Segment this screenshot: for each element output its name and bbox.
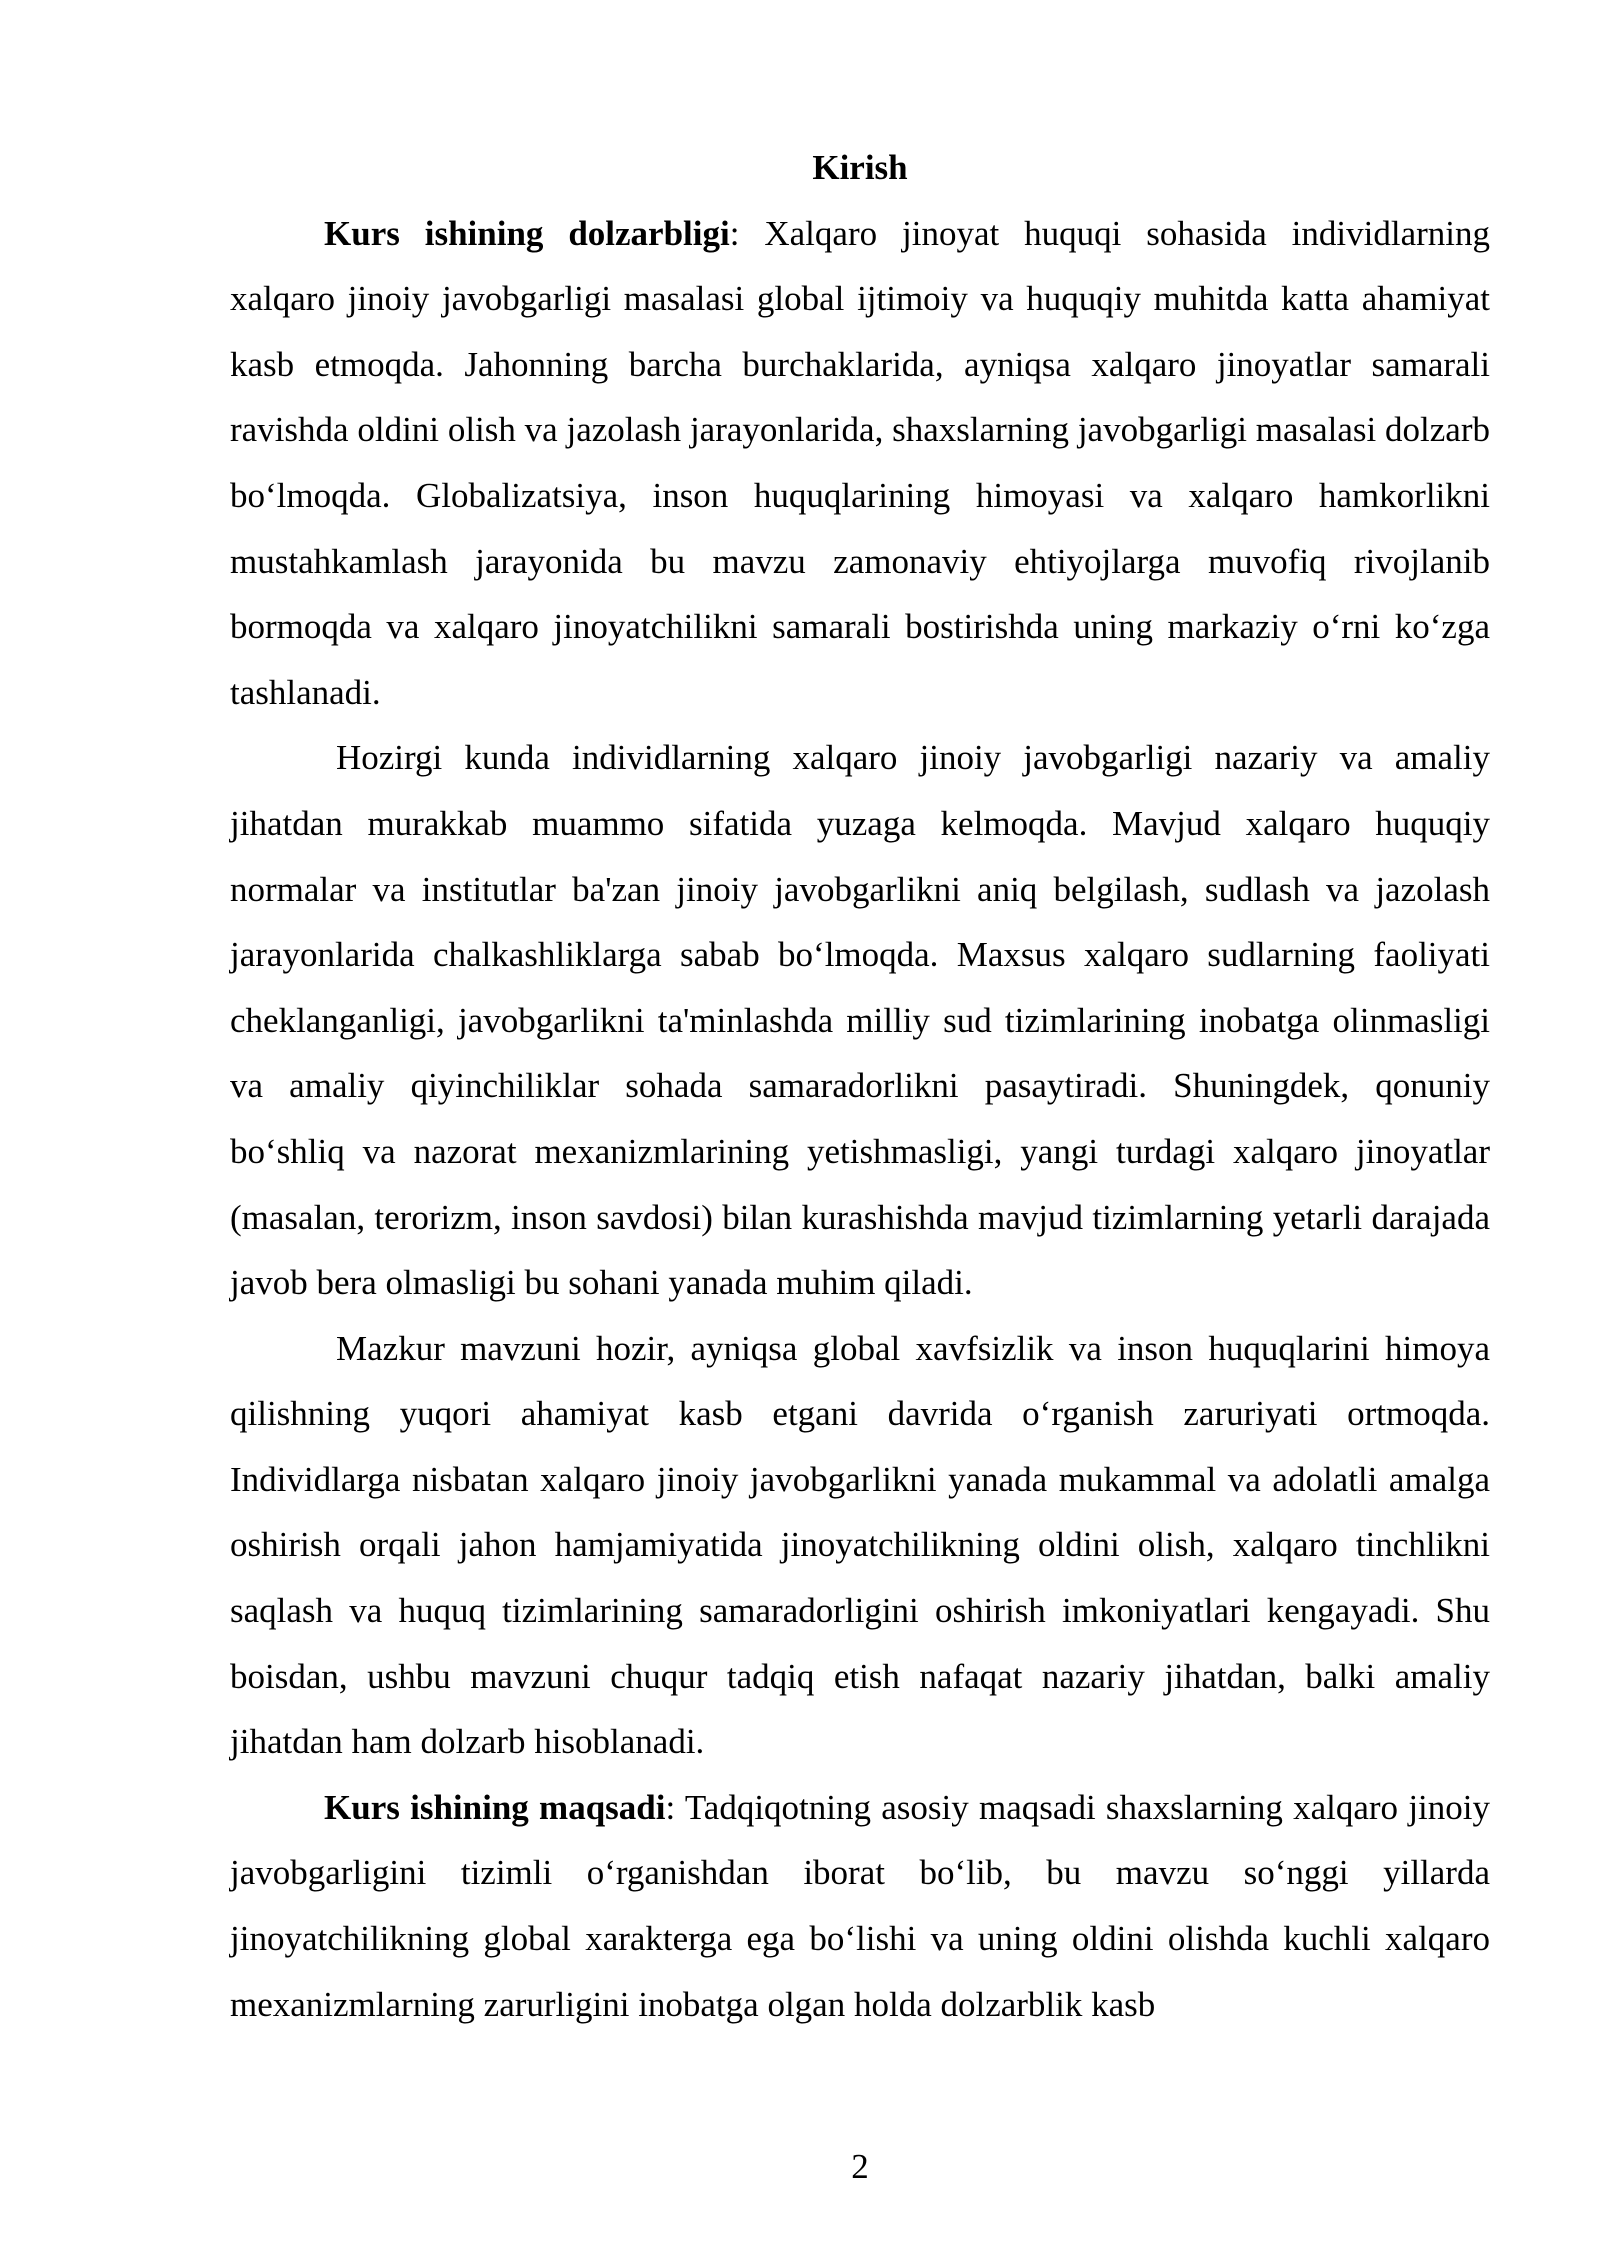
paragraph-text-current-state: Hozirgi kunda individlarning xalqaro jinoiy javobgarligi nazariy va amaliy jihatdan murakkab muammo sifatida yuzaga kelmoqda. Mavjud xalqaro huquqiy normalar va institutlar ba'zan jinoiy javobgarlikni aniq belgilash, sudlash va jazolash jarayonlarida chalkashliklarga sabab boʻlmoqda. Maxsus xalqaro sudlarning faoliyati cheklanganligi, javobgarlikni ta'minlashda milliy sud tizimlarining inobatga olinmasligi va amaliy qiyinchiliklar sohada samaradorlikni pasaytiradi. Shuningdek, qonuniy boʻshliq va nazorat mexanizmlarining yetishmasligi, yangi turdagi xalqaro jinoyatlar (masalan, terorizm, inson savdosi) bilan kurashishda mavjud tizimlarning yetarli darajada javob bera olmasligi bu sohani yanada muhim qiladi. <box>230 738 1490 1303</box>
paragraph-text-importance: Mazkur mavzuni hozir, ayniqsa global xavfsizlik va inson huquqlarini himoya qilishning yuqori ahamiyat kasb etgani davrida oʻrganish zaruriyati ortmoqda. Individlarga nisbatan xalqaro jinoiy javobgarlikni yanada mukammal va adolatli amalga oshirish orqali jahon hamjamiyatida jinoyatchilikning oldini olish, xalqaro tinchlikni saqlash va huquq tizimlarining samaradorligini oshirish imkoniyatlari kengayadi. Shu boisdan, ushbu mavzuni chuqur tadqiq etish nafaqat nazariy jihatdan, balki amaliy jihatdan ham dolzarb hisoblanadi. <box>230 1328 1490 1762</box>
paragraph-text-relevance: Xalqaro jinoyat huquqi sohasida individlarning xalqaro jinoiy javobgarligi masalasi global ijtimoiy va huquqiy muhitda katta ahamiyat kasb etmoqda. Jahonning barcha burchaklarida, ayniqsa xalqaro jinoyatlar samarali ravishda oldini olish va jazolash jarayonlarida, shaxslarning javobgarligi masalasi dolzarb boʻlmoqda. Globalizatsiya, inson huquqlarining himoyasi va xalqaro hamkorlikni mustahkamlash jarayonida bu mavzu zamonaviy ehtiyojlarga muvofiq rivojlanib bormoqda va xalqaro jinoyatchilikni samarali bostirishda uning markaziy oʻrni koʻzga tashlanadi. <box>230 213 1490 712</box>
paragraph-current-state <box>230 725 1490 1315</box>
paragraph-lead-relevance: Kurs ishining dolzarbligi <box>324 213 730 253</box>
paragraph-relevance <box>230 201 1490 726</box>
paragraph-goal <box>230 1775 1490 2037</box>
page-number: 2 <box>851 2147 869 2186</box>
paragraph-text-goal: Tadqiqotning asosiy maqsadi shaxslarning xalqaro jinoiy javobgarligini tizimli oʻrganishdan iborat boʻlib, bu mavzu soʻnggi yillarda jinoyatchilikning global xarakterga ega boʻlishi va uning oldini olishda kuchli xalqaro mexanizmlarning zarurligini inobatga olgan holda dolzarblik kasb <box>230 1787 1490 2024</box>
paragraph-lead-goal: Kurs ishining maqsadi <box>324 1787 666 1827</box>
page-body <box>230 135 1490 2037</box>
section-title: Kirish <box>812 148 908 187</box>
paragraph-importance <box>230 1316 1490 1775</box>
lead-separator: : <box>665 1787 685 1827</box>
lead-separator: : <box>729 213 765 253</box>
